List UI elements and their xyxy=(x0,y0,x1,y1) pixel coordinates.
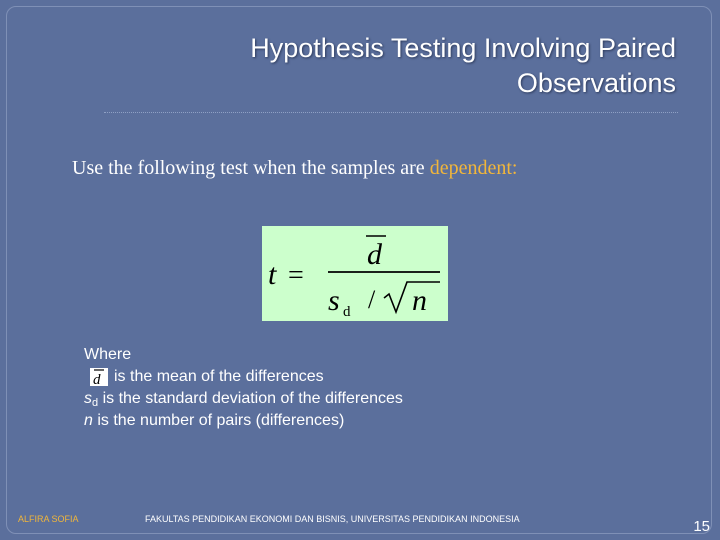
formula-t: t xyxy=(268,258,277,291)
definitions-block xyxy=(84,344,403,432)
footer-institution: FAKULTAS PENDIDIKAN EKONOMI DAN BISNIS, UNIVERSITAS PENDIDIKAN INDONESIA xyxy=(145,514,520,524)
formula-s-subscript: d xyxy=(343,304,351,320)
definition-n xyxy=(84,410,403,432)
formula-numerator: d xyxy=(367,238,382,271)
definition-sd-text: is the standard deviation of the differences xyxy=(98,390,403,407)
sd-symbol: s xyxy=(84,390,92,407)
sd-subscript: d xyxy=(92,397,99,409)
definition-d-bar-text: is the mean of the differences xyxy=(114,368,324,385)
n-symbol: n xyxy=(84,412,93,429)
title-line-1: Hypothesis Testing Involving Paired xyxy=(250,33,676,63)
footer-author: ALFIRA SOFIA xyxy=(18,514,79,524)
intro-sentence xyxy=(72,157,517,180)
where-label: Where xyxy=(84,346,132,363)
definition-d-bar xyxy=(84,366,403,388)
definition-sd xyxy=(84,388,403,410)
slide-title xyxy=(76,31,676,101)
intro-emphasis: dependent: xyxy=(429,157,518,179)
title-divider xyxy=(104,112,678,113)
formula-n: n xyxy=(412,284,427,317)
t-statistic-formula xyxy=(262,226,448,321)
definition-n-text: is the number of pairs (differences) xyxy=(92,412,345,429)
formula-box xyxy=(262,226,448,321)
formula-equals: = xyxy=(288,260,304,291)
d-bar-symbol-icon xyxy=(90,368,108,386)
svg-text:d: d xyxy=(93,372,101,386)
formula-s: s xyxy=(328,284,340,317)
formula-slash: / xyxy=(368,285,376,314)
page-number: 15 xyxy=(693,518,710,535)
intro-text: Use the following test when the samples are xyxy=(72,157,430,179)
title-line-2: Observations xyxy=(516,68,676,98)
